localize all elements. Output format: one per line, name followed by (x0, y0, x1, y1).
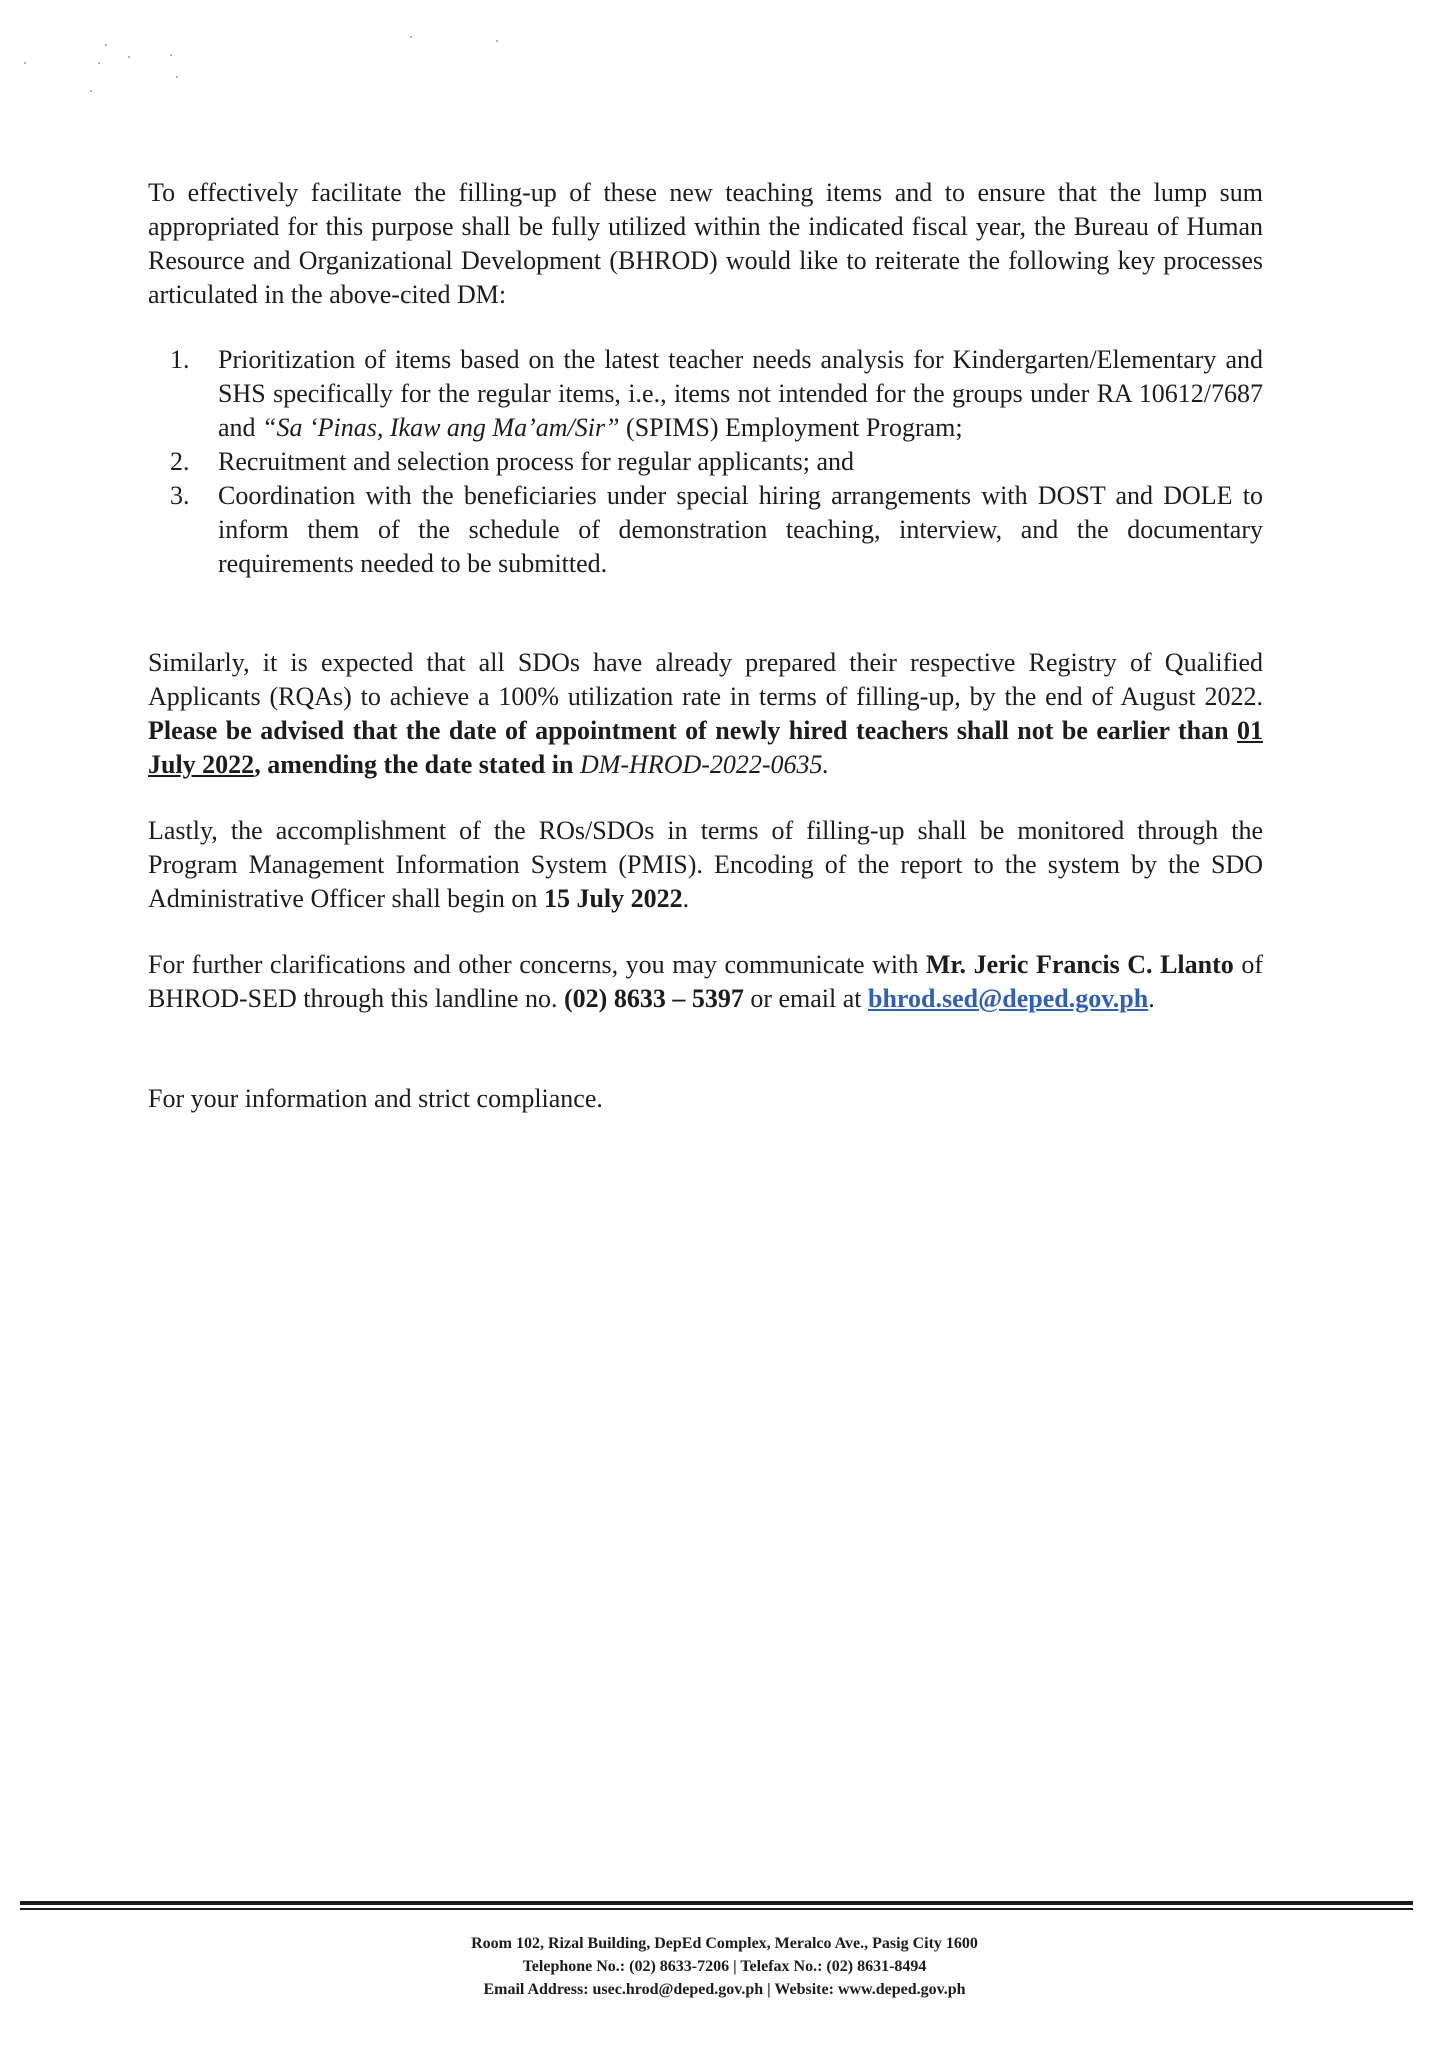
contact-phone: (02) 8633 – 5397 (564, 984, 744, 1013)
list-item-number: 1. (170, 345, 190, 374)
list-item-text-end: (SPIMS) Employment Program; (619, 413, 963, 442)
paragraph-contact-text: For further clarifications and other concerns, you may communicate with (148, 950, 926, 979)
list-item (170, 343, 1263, 445)
key-processes-list (170, 343, 1263, 581)
list-item (170, 445, 1263, 479)
paragraph-pmis (148, 814, 1263, 916)
footer (0, 1932, 1449, 2001)
paragraph-contact-mid2: or email at (743, 984, 869, 1013)
paragraph-rqa (148, 646, 1263, 782)
paragraph-closing-text: For your information and strict compliance. (148, 1084, 603, 1113)
contact-person-name: Mr. Jeric Francis C. Llanto (925, 950, 1234, 979)
memo-reference: DM-HROD-2022-0635. (579, 750, 830, 779)
paragraph-pmis-text: Lastly, the accomplishment of the ROs/SDOs in terms of filling-up shall be monitored through the Program Management Information System (PMIS). Encoding of the report to the system by the SDO Administrative Officer shall begin on (148, 816, 1263, 913)
encoding-date: 15 July 2022 (543, 884, 683, 913)
paragraph-rqa-text: Similarly, it is expected that all SDOs have already prepared their respective Registry of Qualified Applicants (RQAs) to achieve a 100% utilization rate in terms of filling-up, by the end of August 2022. (148, 648, 1263, 711)
footer-rule-thick (20, 1901, 1413, 1905)
list-item-text: Coordination with the beneficiaries under special hiring arrangements with DOST and DOLE to inform them of the schedule of demonstration teaching, interview, and the documentary requirements needed to be submitted. (218, 481, 1263, 578)
appointment-date: 01 July 2022 (148, 716, 1263, 779)
list-item-text: Recruitment and selection process for regular applicants; and (218, 447, 855, 476)
paragraph-contact-end: . (1148, 984, 1155, 1013)
list-item (170, 479, 1263, 581)
contact-email-link[interactable]: bhrod.sed@deped.gov.ph (868, 984, 1149, 1013)
advisory-bold-a: Please be advised that the date of appointment of newly hired teachers shall not be earlier than (148, 716, 1237, 745)
footer-rule-thin (20, 1908, 1413, 1910)
paragraph-closing (148, 1082, 1263, 1116)
paragraph-intro (148, 176, 1263, 312)
paragraph-contact-mid: of BHROD-SED through this landline no. (148, 950, 1263, 1013)
list-item-text: Prioritization of items based on the latest teacher needs analysis for Kindergarten/Elementary and SHS specifically for the regular items, i.e., items not intended for the groups under RA 10612/7687 and (218, 345, 1263, 442)
paragraph-pmis-end: . (682, 884, 690, 913)
footer-address: Room 102, Rizal Building, DepEd Complex, Meralco Ave., Pasig City 1600 (471, 1935, 978, 1952)
list-item-number: 2. (170, 447, 190, 476)
footer-phones: Telephone No.: (02) 8633-7206 | Telefax No.: (02) 8631-8494 (522, 1958, 927, 1975)
footer-contacts: Email Address: usec.hrod@deped.gov.ph | Website: www.deped.gov.ph (483, 1981, 966, 1998)
paragraph-intro-text: To effectively facilitate the filling-up of these new teaching items and to ensure that the lump sum appropriated for this purpose shall be fully utilized within the indicated fiscal year, the Bureau of Human Resource and Organizational Development (BHROD) would like to reiterate the following key processes articulated in the above-cited DM: (148, 178, 1263, 309)
program-name: “Sa ‘Pinas, Ikaw ang Ma’am/Sir” (262, 413, 620, 442)
advisory-bold-b: , amending the date stated in (254, 750, 580, 779)
paragraph-contact (148, 948, 1263, 1016)
list-item-number: 3. (170, 481, 190, 510)
